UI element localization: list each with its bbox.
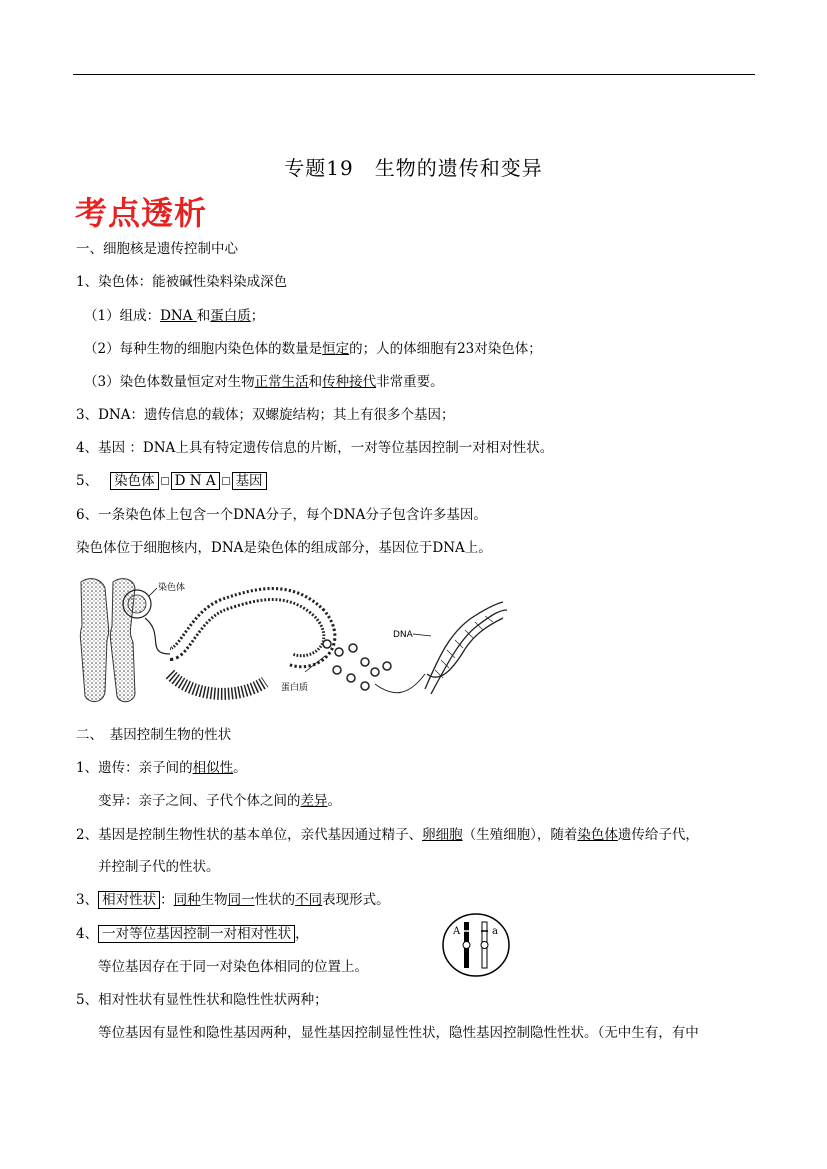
dna-definition: 3、DNA：遗传信息的载体；双螺旋结构；其上有很多个基因； <box>76 407 455 423</box>
label-chromosome: 染色体 <box>158 583 186 593</box>
gene-unit-line: 2、基因是控制生物性状的基本单位，亲代基因通过精子、卵细胞（生殖细胞），随着染色体遗传给子代， <box>76 827 699 843</box>
line-6: 6、一条染色体上包含一个DNA分子，每个DNA分子包含许多基因。 <box>76 507 487 523</box>
chromosome-shape <box>80 579 135 702</box>
relation-box-chromosome: 染色体 <box>110 472 159 490</box>
chromosome-composition: （1）组成：DNA 和蛋白质； <box>84 308 265 324</box>
header-rule <box>73 74 755 75</box>
chromosome-dna-figure <box>75 574 515 708</box>
chromosome-number: （2）每种生物的细胞内染色体的数量是恒定的；人的体细胞有23对染色体； <box>84 341 542 357</box>
dominance-line: 5、相对性状有显性性状和隐性性状两种； <box>76 992 328 1008</box>
chromosome-importance: （3）染色体数量恒定对生物正常生活和传种接代非常重要。 <box>84 374 444 390</box>
lower-fiber <box>170 674 265 694</box>
section-banner: 考点透析 <box>75 194 208 232</box>
allele-line: 4、 一对等位基因控制一对相对性状 ， <box>76 926 309 942</box>
relation-square <box>222 477 230 485</box>
centromere-left <box>463 942 470 949</box>
dominance-continuation: 等位基因有显性和隐性基因两种，显性基因控制显性性状，隐性基因控制隐性性状。（无中生有，有中 <box>98 1025 699 1041</box>
allele-continuation: 等位基因存在于同一对染色体相同的位置上。 <box>98 959 368 975</box>
relation-box-gene: 基因 <box>232 472 267 490</box>
thin-fiber <box>145 618 170 654</box>
dna-base-pairs <box>435 616 493 678</box>
nucleosomes <box>323 640 391 690</box>
page-title: 专题19 生物的遗传和变异 <box>284 156 543 180</box>
relative-trait-line: 3、 相对性状 ：同种生物同一性状的不同表现形式。 <box>76 892 390 908</box>
line-7: 染色体位于细胞核内，DNA是染色体的组成部分，基因位于DNA上。 <box>76 540 492 556</box>
relative-trait-box: 相对性状 <box>98 891 160 909</box>
dna-helix <box>425 602 507 694</box>
relation-box-dna: D N A <box>171 472 220 490</box>
linker-dna <box>375 674 425 693</box>
dna-pointer <box>413 634 431 636</box>
relation-square <box>161 477 169 485</box>
chromosome-pointer <box>149 588 157 596</box>
coil-loop-inner <box>128 595 146 613</box>
centromere-right <box>481 942 488 949</box>
gene-definition: 4、基因 ：DNA上具有特定遗传信息的片断，一对等位基因控制一对相对性状。 <box>76 440 554 456</box>
allele-circle <box>443 914 509 976</box>
heredity-definition: 1、遗传：亲子间的相似性。 <box>76 760 247 776</box>
allele-box: 一对等位基因控制一对相对性状 <box>98 925 295 943</box>
label-protein: 蛋白质 <box>281 683 309 693</box>
allele-diagram <box>441 912 511 978</box>
relation-line: 5、 染色体 D N A 基因 <box>76 472 267 490</box>
allele-label-lower: a <box>492 926 498 937</box>
coiled-fiber-core <box>170 594 329 661</box>
chromosome-definition: 1、染色体：能被碱性染料染成深色 <box>76 274 288 290</box>
section1-heading: 一、细胞核是遗传控制中心 <box>76 241 238 257</box>
allele-label-upper: A <box>453 926 461 937</box>
gene-unit-continuation: 并控制子代的性状。 <box>98 859 220 875</box>
section2-heading: 二、 基因控制生物的性状 <box>76 727 232 743</box>
label-dna: DNA <box>393 630 413 640</box>
variation-definition: 变异：亲子之间、子代个体之间的差异。 <box>98 793 341 809</box>
